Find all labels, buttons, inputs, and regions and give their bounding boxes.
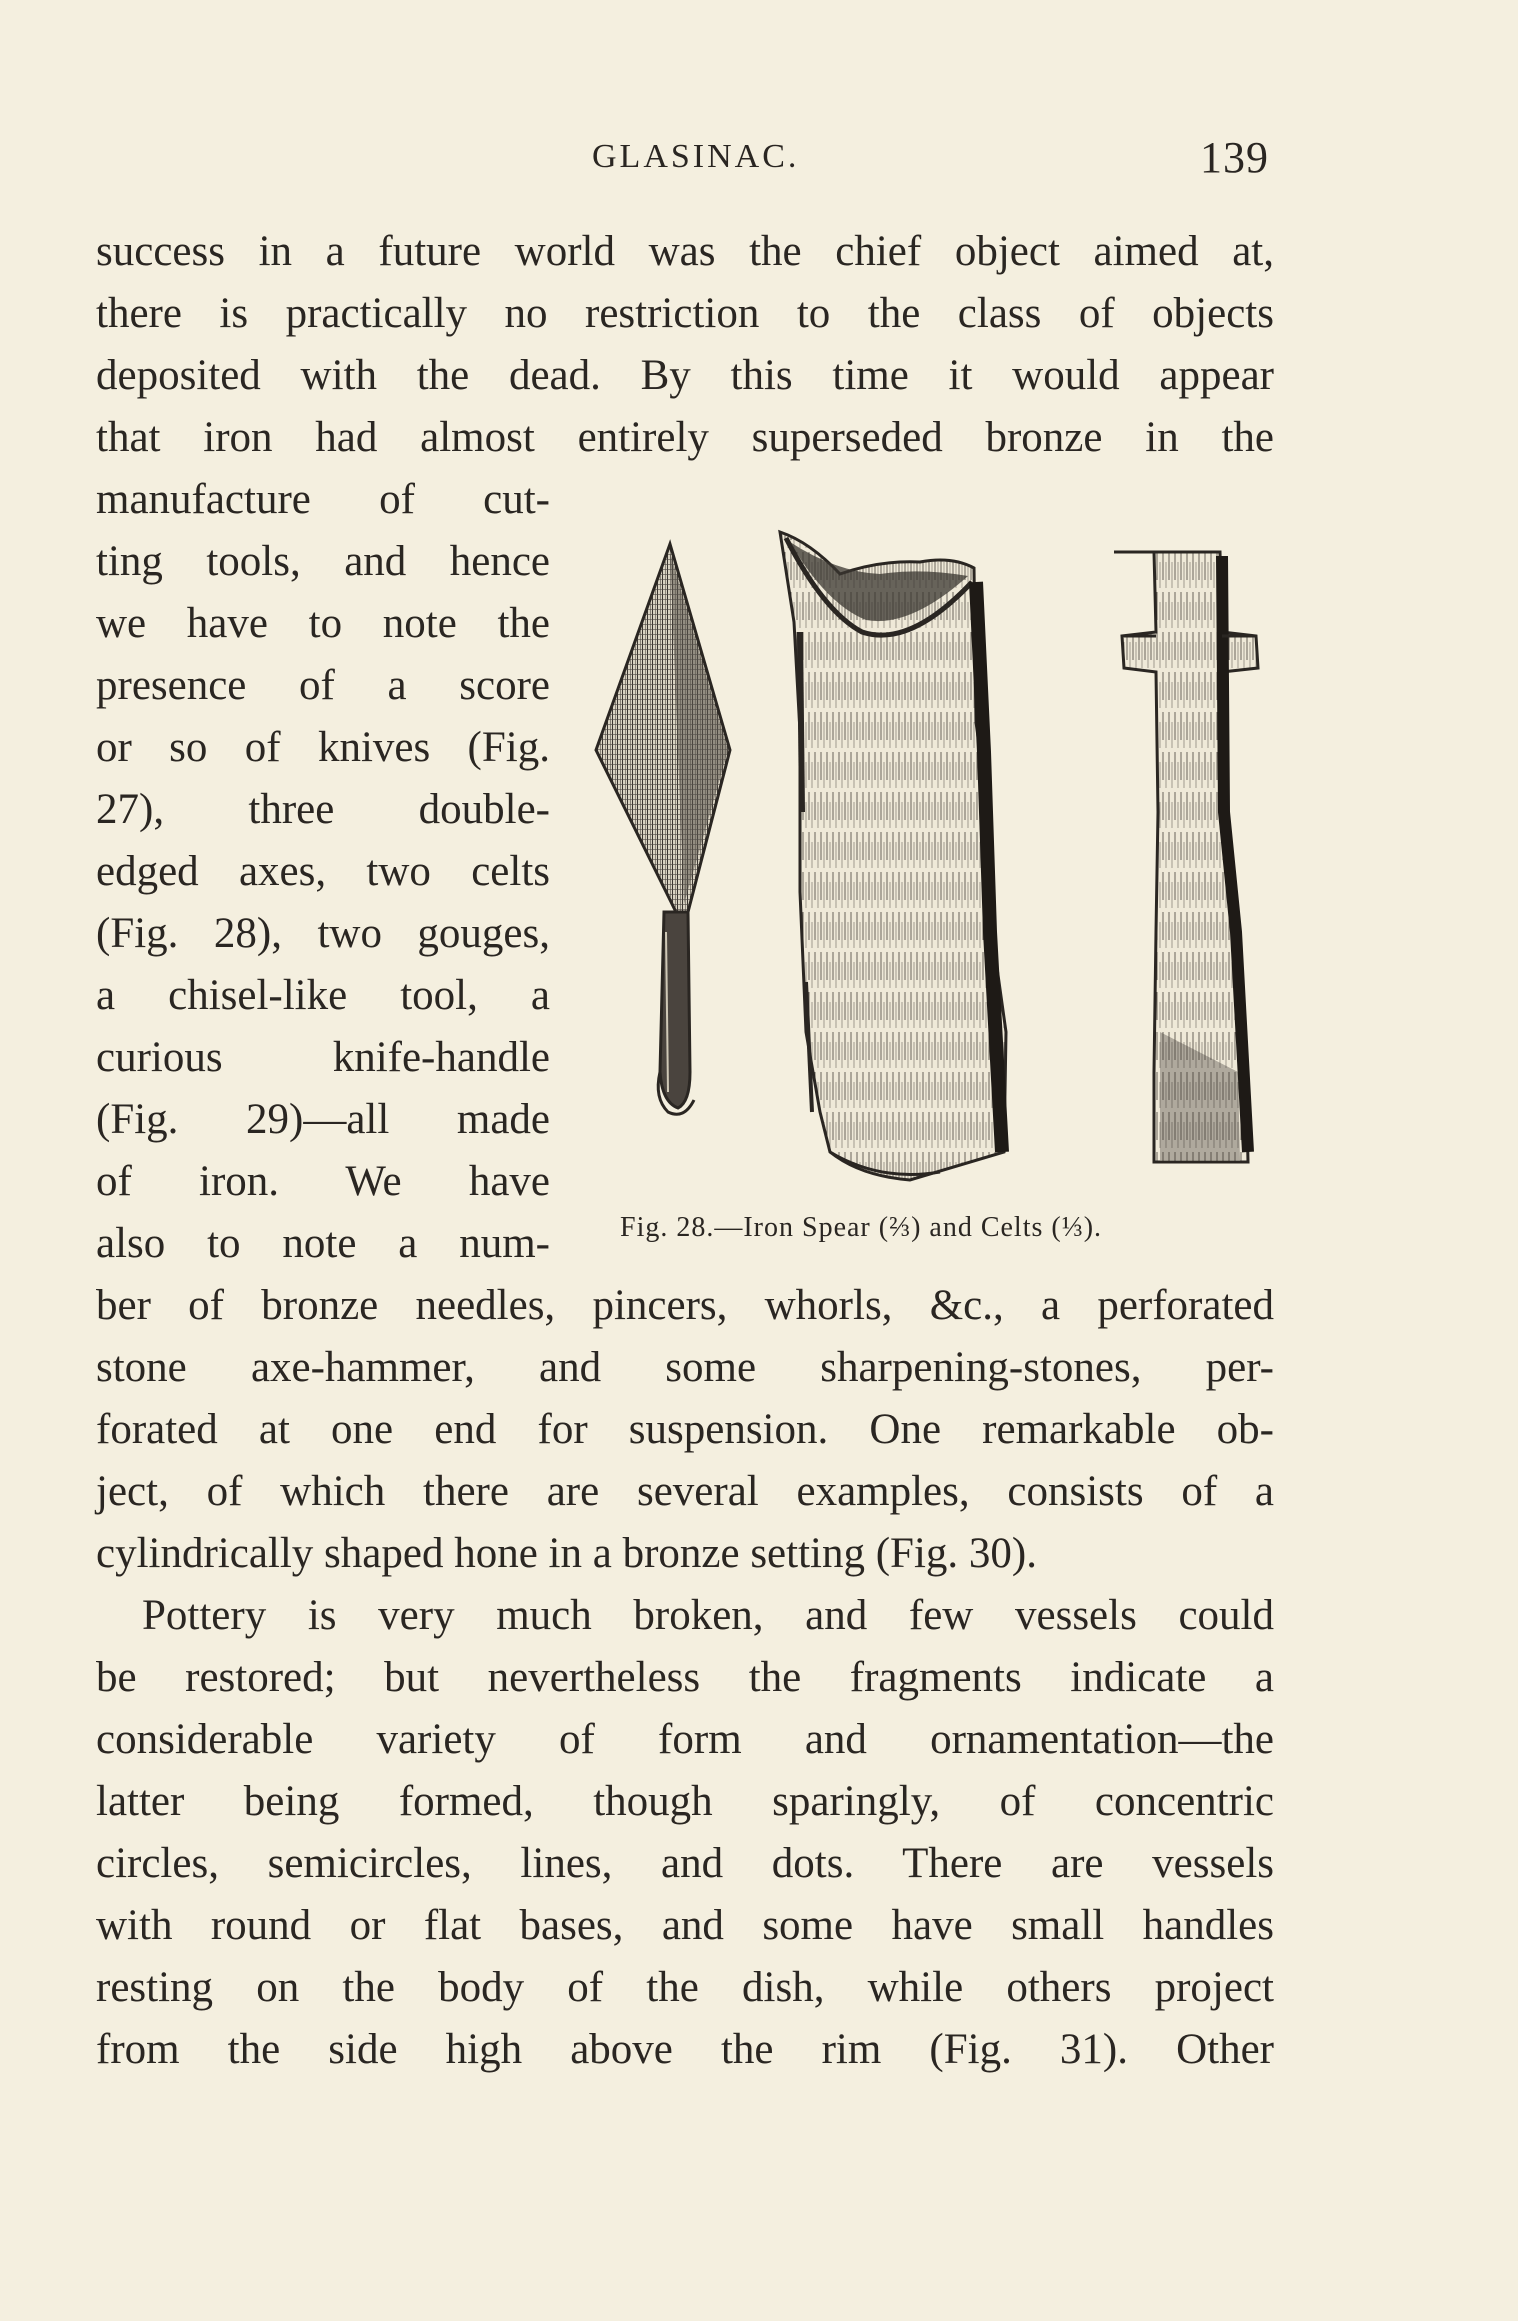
text-line: also to note a num- <box>96 1220 550 1267</box>
text-line: ject, of which there are several examples, consists of a <box>96 1468 1274 1515</box>
iron-spear-and-celts-illustration <box>580 512 1280 1202</box>
figure-caption: Fig. 28.—Iron Spear (⅔) and Celts (⅓). <box>620 1212 1103 1243</box>
figure-28 <box>580 512 1280 1232</box>
text-line: edged axes, two celts <box>96 848 550 895</box>
text-line: circles, semicircles, lines, and dots. There are vessels <box>96 1840 1274 1887</box>
text-line: (Fig. 28), two gouges, <box>96 910 550 957</box>
text-line: presence of a score <box>96 662 550 709</box>
iron-celt-large <box>780 532 1006 1180</box>
text-line: or so of knives (Fig. <box>96 724 550 771</box>
text-line: with round or flat bases, and some have small handles <box>96 1902 1274 1949</box>
text-line: deposited with the dead. By this time it would appear <box>96 352 1274 399</box>
text-line: 27), three double- <box>96 786 550 833</box>
text-line: resting on the body of the dish, while others project <box>96 1964 1274 2011</box>
page-number: 139 <box>1200 133 1269 182</box>
text-line: a chisel-like tool, a <box>96 972 550 1019</box>
text-line: manufacture of cut- <box>96 476 550 523</box>
text-line: latter being formed, though sparingly, of concentric <box>96 1778 1274 1825</box>
running-head <box>0 133 1518 188</box>
text-line: Pottery is very much broken, and few vessels could <box>142 1592 1274 1639</box>
text-line: from the side high above the rim (Fig. 31). Other <box>96 2026 1274 2073</box>
running-head-title: GLASINAC. <box>592 138 800 175</box>
text-line: of iron. We have <box>96 1158 550 1205</box>
iron-spear <box>596 544 730 1114</box>
text-line: cylindrically shaped hone in a bronze setting (Fig. 30). <box>96 1530 1037 1577</box>
text-line: there is practically no restriction to the class of objects <box>96 290 1274 337</box>
text-line: curious knife-handle <box>96 1034 550 1081</box>
text-line: considerable variety of form and ornamentation—the <box>96 1716 1274 1763</box>
text-line: that iron had almost entirely superseded bronze in the <box>96 414 1274 461</box>
text-line: ber of bronze needles, pincers, whorls, &c., a perforated <box>96 1282 1274 1329</box>
text-line: ting tools, and hence <box>96 538 550 585</box>
text-line: be restored; but nevertheless the fragments indicate a <box>96 1654 1274 1701</box>
iron-celt-small <box>1114 552 1258 1162</box>
text-line: we have to note the <box>96 600 550 647</box>
text-line: success in a future world was the chief object aimed at, <box>96 228 1274 275</box>
text-line: (Fig. 29)—all made <box>96 1096 550 1143</box>
text-line: stone axe-hammer, and some sharpening-stones, per- <box>96 1344 1274 1391</box>
text-line: forated at one end for suspension. One remarkable ob- <box>96 1406 1274 1453</box>
